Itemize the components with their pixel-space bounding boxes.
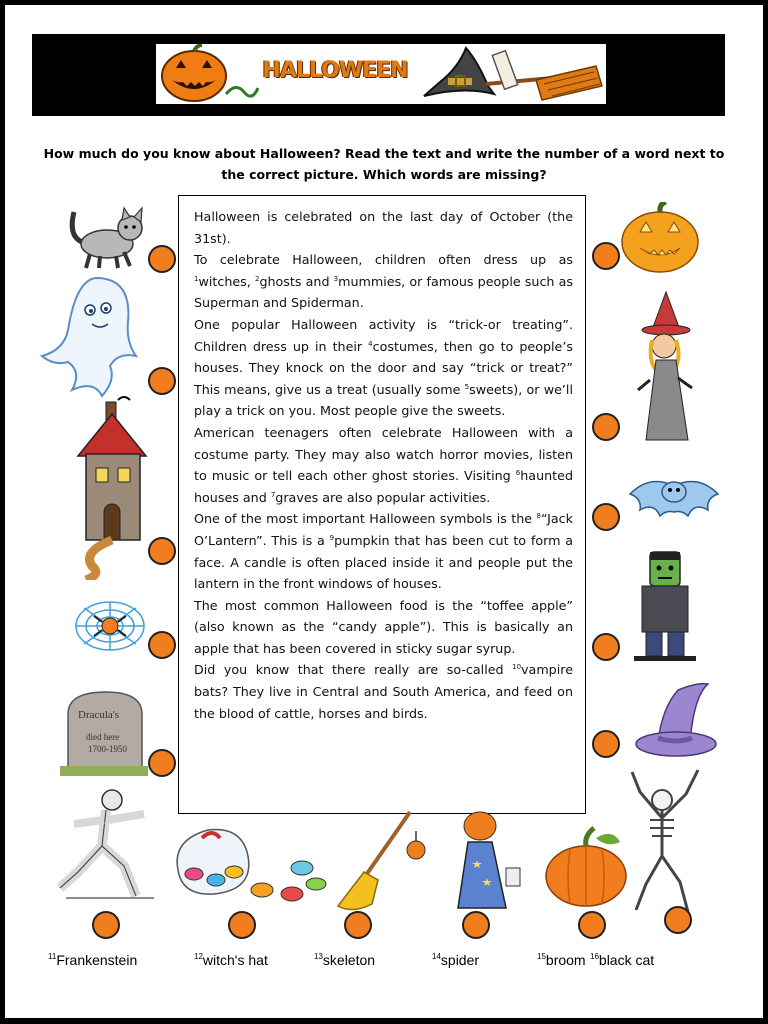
text-segment: vampire bats? They live in Central and South America, and feed on the blood of cattle, horses and birds. <box>194 662 573 721</box>
word-label-14: $^{14}$spider <box>432 952 480 968</box>
text-paragraph <box>179 659 585 724</box>
answer-circle[interactable] <box>148 631 176 659</box>
text-paragraph <box>179 314 585 422</box>
word-number: 4 <box>368 339 373 348</box>
text-segment: sweets), or we’ll play a trick on you. Most people give the sweets. <box>194 381 573 419</box>
skeleton-icon <box>618 764 708 920</box>
answer-circle[interactable] <box>148 537 176 565</box>
answer-circle[interactable] <box>92 911 120 939</box>
witch-hat-icon <box>632 680 720 762</box>
text-segment: The most common Halloween food is the “toffee apple” (also known as the “candy apple”). This is basically an apple that has been covered in sticky sugar syrup. <box>194 597 573 656</box>
answer-circle[interactable] <box>148 749 176 777</box>
jack-o-lantern-icon <box>618 202 702 274</box>
answer-circle[interactable] <box>344 911 372 939</box>
text-segment: “Jack O’Lantern”. This is a <box>194 511 573 548</box>
banner-pumpkin-icon <box>162 45 226 101</box>
spider-web-icon <box>72 598 148 654</box>
text-segment: pumpkin that has been cut to form a face. A candle is often placed inside it and people put the lantern in the front windows of houses. <box>194 532 573 592</box>
answer-circle[interactable] <box>462 911 490 939</box>
answer-circle[interactable] <box>578 911 606 939</box>
cat-icon <box>62 200 152 272</box>
text-segment: Did you know that there really are so-called <box>194 662 513 678</box>
text-segment: mummies, or famous people such as Superman and Spiderman. <box>194 273 573 311</box>
witch-icon <box>630 290 702 446</box>
answer-circle[interactable] <box>148 367 176 395</box>
broom-icon <box>330 808 430 912</box>
text-segment: American teenagers often celebrate Halloween with a costume party. They may also watch horror movies, listen to music or tell each other ghost stories. Visiting <box>194 424 573 484</box>
word-number: 3 <box>333 274 339 283</box>
word-number: 8 <box>536 512 541 521</box>
ghost-icon <box>38 272 150 406</box>
instructions: How much do you know about Halloween? Read the text and write the number of a word next to the correct picture. Which words are missing? <box>43 146 725 182</box>
text-paragraph <box>179 249 585 314</box>
text-segment: witches, <box>198 273 255 289</box>
text-paragraph <box>179 196 585 249</box>
answer-circle[interactable] <box>592 633 620 661</box>
banner-broom-icon <box>486 51 602 100</box>
word-label-16: $^{16}$black cat <box>590 952 655 968</box>
haunted-house-icon <box>72 392 154 580</box>
trick-or-treater-icon <box>430 808 530 912</box>
text-segment: ghosts and <box>259 273 334 289</box>
word-number: 2 <box>254 274 260 283</box>
word-label-15: $^{15}$broom <box>537 952 586 968</box>
halloween-banner <box>32 34 725 116</box>
text-segment: Halloween is celebrated on the last day of October (the 31st). <box>194 209 573 246</box>
banner-vine-icon <box>226 87 258 96</box>
text-segment: One of the most important Halloween symbols is the <box>194 511 537 527</box>
mummy-icon <box>56 786 162 904</box>
banner-witch-hat-icon <box>424 48 494 96</box>
text-paragraph <box>179 422 585 508</box>
word-number: 1 <box>194 274 199 283</box>
grave-years: 1700-1950 <box>88 744 127 754</box>
text-paragraph <box>179 508 585 594</box>
answer-circle[interactable] <box>664 906 692 934</box>
word-number: 10 <box>512 663 522 672</box>
banner-image <box>156 44 606 104</box>
word-label-13: $^{13}$skeleton <box>314 952 376 968</box>
word-number: 6 <box>515 469 521 478</box>
frankenstein-icon <box>628 548 702 662</box>
reading-text-box <box>178 195 586 814</box>
answer-circle[interactable] <box>148 245 176 273</box>
text-segment: One popular Halloween activity is “trick-or treating”. Children dress up in their <box>194 316 573 354</box>
word-number: 5 <box>464 382 470 391</box>
word-label-11: $^{11}$Frankenstein <box>48 952 138 968</box>
text-segment: costumes, then go to people’s houses. They knock on the door and say “trick or treat?” This means, give us a treat (usually some <box>194 338 573 397</box>
sweets-icon <box>164 820 334 912</box>
grave-name: Dracula's <box>78 709 120 721</box>
word-number: 9 <box>329 533 335 542</box>
grave-line2: died here <box>86 732 120 742</box>
word-label-12: $^{12}$witch's hat <box>194 952 268 968</box>
text-segment: haunted houses and <box>194 468 573 505</box>
answer-circle[interactable] <box>592 730 620 758</box>
text-paragraph <box>179 595 585 660</box>
grave-icon <box>56 688 148 776</box>
text-segment: graves are also popular activities. <box>275 489 491 505</box>
bat-icon <box>626 466 722 538</box>
answer-circle[interactable] <box>228 911 256 939</box>
word-number: 7 <box>270 490 276 499</box>
banner-title: HALLOWEEN <box>262 58 408 83</box>
text-segment: To celebrate Halloween, children often dress up as <box>194 252 573 268</box>
answer-circle[interactable] <box>592 242 620 270</box>
answer-circle[interactable] <box>592 413 620 441</box>
answer-circle[interactable] <box>592 503 620 531</box>
